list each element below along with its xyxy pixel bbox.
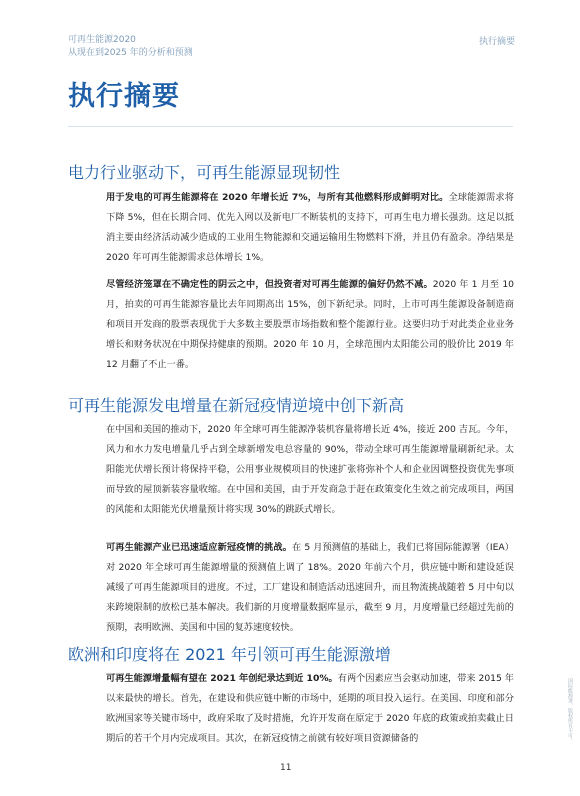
- paragraph: [106, 188, 514, 268]
- side-copyright-note: 国际能源署，版权所有不可。: [567, 678, 573, 743]
- paragraph-body: 在 5 月预测值的基础上，我们已将国际能源署（IEA）对 2020 年全球可再生能源增量的预测值上调了 18%。2020 年前六个月，供应链中断和建设延误减缓了可再生能源项目的进度。不过，工厂建设和制造活动迅速回升，而且物流挑战随着 5 月中旬以来跨境限制的放松已基本解决。我们新的月度增量数据库显示，截至 9 月，月度增量已经超过先前的预期，表明欧洲、美国和中国的复苏速度较快。: [106, 542, 514, 633]
- report-title: 可再生能源2020: [68, 35, 136, 45]
- paragraph-body: 在中国和美国的推动下，2020 年全球可再生能源净装机容量将增长近 4%，接近 200 吉瓦。今年，风力和水力发电增量几乎占到全球新增发电总容量的 90%，带动全球可再生能源增量刷新纪录。太阳能光伏增长预计将保持平稳，公用事业规模项目的快速扩张将弥补个人和企业因调整投资优先事项而导致的屋顶新装容量收缩。在中国和美国，由于开发商急于赶在政策变化生效之前完成项目，两国的风能和太阳能光伏增量预计将实现 30%的跳跃式增长。: [106, 424, 514, 515]
- paragraph: [106, 275, 514, 375]
- paragraph-lead: 可再生能源增量幅有望在 2021 年创纪录达到近 10%。: [106, 673, 338, 684]
- paragraph-body: 全球能源需求将下降 5%，但在长期合同、优先入网以及新电厂不断装机的支持下，可再生电力增长强劲。这足以抵消主要由经济活动减少造成的工业用生物能源和交通运输用生物燃料下滑，并且仍有盈余。净结果是2020 年可再生能源需求总体增长 1%。: [106, 192, 514, 263]
- paragraph-lead: 用于发电的可再生能源将在 2020 年增长近 7%，与所有其他燃料形成鲜明对比。: [106, 192, 449, 203]
- report-subtitle: 从现在到2025 年的分析和预测: [68, 48, 193, 58]
- paragraph-body: 2020 年 1 月至 10 月，拍卖的可再生能源容量比去年同期高出 15%，创下新纪录。同时，上市可再生能源设备制造商和项目开发商的股票表现优于大多数主要股票市场指数和整个能源行业。这要归功于对此类企业业务增长和财务状况在中期保持健康的预期。2020 年 10 月，全球范围内太阳能公司的股价比 2019 年 12 月翻了不止一番。: [106, 279, 515, 370]
- paragraph-lead: 尽管经济笼罩在不确定性的阴云之中，但投资者对可再生能源的偏好仍然不减。: [106, 279, 433, 290]
- page-title: 执行摘要: [68, 81, 180, 112]
- page-number: 11: [280, 763, 292, 773]
- paragraph: [106, 669, 514, 749]
- paragraph-body: 有两个因素应当会驱动加速，带来 2015 年以来最快的增长。首先，在建设和供应链中断的市场中，延期的项目投入运行。在美国、印度和部分欧洲国家等关键市场中，政府采取了及时措施，允许开发商在原定于 2020 年底的政策或拍卖截止日期后的若干个月内完成项目。其次，在新冠疫情之前就有较好项目资源储备的: [106, 673, 514, 744]
- paragraph: [106, 420, 514, 520]
- paragraph-lead: 可再生能源产业已迅速适应新冠疫情的挑战。: [106, 542, 292, 553]
- section-heading-2: 可再生能源发电增量在新冠疫情逆境中创下新高: [68, 396, 405, 415]
- section-heading-1: 电力行业驱动下，可再生能源显现韧性: [68, 163, 341, 182]
- paragraph: [106, 538, 514, 638]
- header-left: [68, 34, 193, 60]
- section-heading-3: 欧洲和印度将在 2021 年引领可再生能源激增: [68, 645, 391, 664]
- header-section-label: 执行摘要: [478, 37, 515, 47]
- title-divider: [68, 126, 513, 127]
